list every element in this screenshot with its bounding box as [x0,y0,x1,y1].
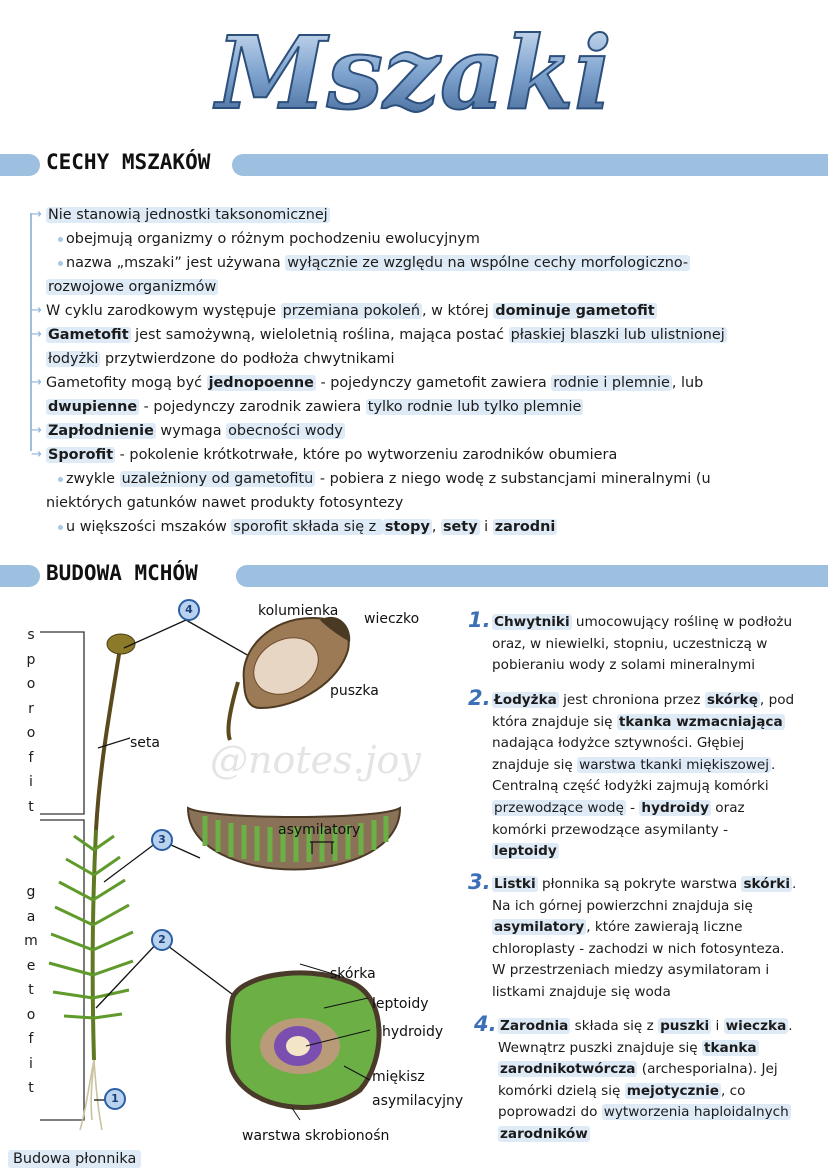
point-text: Chwytniki [494,614,570,630]
point-text: Listki [494,876,536,892]
vertical-letter: g [26,884,36,900]
trait-text: W cyklu zarodkowym występuje [46,303,281,319]
trait-text: płaskiej blaszki lub ulistnionej [510,327,725,343]
point-line [492,655,792,677]
arrow-icon: → [31,303,42,318]
label-asymilacyjny: asymilacyjny [372,1093,464,1109]
bullet-dot [58,237,63,242]
point-text: wieczka [725,1018,787,1034]
trait-text: - pokolenie krótkotrwałe, które po wytworzeniu zarodników obumiera [115,447,618,463]
point-text: Zarodnia [500,1018,569,1034]
moss-diagram [0,590,470,1150]
point-line [492,733,794,755]
point-text: oraz, w niewielki, stopniu, uczestniczą w [492,635,768,652]
arrow-icon: → [31,327,42,342]
point-text: skórkę [706,692,758,708]
point-text: - [625,799,640,816]
point-text: płonnika są pokryte warstwa [537,876,742,892]
section-header-structure [0,563,828,589]
trait-text: przytwierdzone do podłoża chwytnikami [100,351,395,367]
vertical-letter: s [27,627,35,643]
point-text: przewodzące wodę [494,799,624,816]
trait-text: sety [442,519,478,535]
trait-text: Zapłodnienie [48,423,154,439]
point-line [492,612,792,634]
trait-line [46,275,218,299]
trait-text: u większości mszaków [66,519,232,535]
point-paragraph [492,612,792,677]
label-puszka: puszka [330,683,379,699]
point-text: listkami znajduje się woda [492,983,671,1000]
trait-line [58,251,690,275]
point-text: Na ich górnej powierzchni znajduja się [492,897,753,914]
label-kolumienka: kolumienka [258,603,339,619]
label-asymilatory: asymilatory [278,822,361,838]
traits-list [46,203,816,543]
point-text: . [771,756,776,773]
trait-line [58,467,711,491]
point-paragraph [498,1016,793,1146]
gametofit-stem [93,830,96,1060]
point-text: znajduje się [492,756,578,773]
vertical-letter: o [26,676,36,692]
point-line [492,820,794,842]
capsule-small [107,634,135,654]
stem-section [228,964,379,1120]
label-wieczko: wieczko [364,611,420,627]
point-line [492,634,792,656]
vertical-letter: t [28,982,34,998]
section-title-traits: CECHY MSZAKÓW [46,150,211,174]
trait-text: , lub [671,375,704,391]
trait-line [46,299,657,323]
trait-text: wyłącznie ze względu na wspólne cechy morfologiczno- [287,255,689,271]
trait-text: zarodni [494,519,556,535]
trait-text: obecności wody [228,423,343,439]
point-text: zarodników [500,1125,588,1142]
point-text: (archesporialna). Jej [637,1061,778,1078]
trait-line [58,227,480,251]
point-line [492,712,794,734]
trait-line [46,491,403,515]
vertical-letter: i [29,774,33,790]
point-text: składa się z [570,1018,659,1034]
trait-text: nazwa „mszaki” jest używana [66,255,286,271]
point-line [492,841,794,863]
point-text: hydroidy [641,799,709,816]
trait-text: uzależniony od gametofitu [121,471,314,487]
point-text: , które zawierają liczne [586,919,743,936]
trait-text: Sporofit [48,447,114,463]
trait-line [46,203,330,227]
vertical-letter: f [28,1031,34,1047]
arrow-icon: → [31,375,42,390]
leaf-section [188,808,400,870]
trait-text: sporofit składa się z [233,519,381,535]
trait-text: łodyżki [48,351,99,367]
point-text: skórki [743,876,790,892]
point-text: asymilatory [494,919,585,936]
seta-stem [96,648,120,830]
point-number: 3. [468,870,491,894]
point-number: 4. [474,1012,497,1036]
point-paragraph [492,874,796,1004]
trait-text: przemiana pokoleń [282,303,420,319]
trait-text: dominuje gametofit [495,303,655,319]
trait-text: - pojedynczy gametofit zawiera [315,375,552,391]
point-text: leptoidy [494,843,557,860]
label-miekisz: miękisz [372,1069,425,1085]
trait-text: niektórych gatunków nawet produkty fotosyntezy [46,495,404,511]
trait-text: - pojedynczy zarodnik zawiera [139,399,366,415]
label-warstwa-skrobionosna: warstwa skrobionośn [242,1128,390,1144]
trait-text: Gametofit [48,327,129,343]
vertical-letter: f [28,749,34,766]
capsule-large [228,617,350,740]
sporofit-bracket [40,632,84,814]
point-text: mejotycznie [626,1082,719,1099]
point-number: 2. [468,686,491,710]
point-text: chloroplasty - zachodzi w nich fotosynteza. [492,940,785,957]
bullet-dot [58,477,63,482]
point-text: wytworzenia haploidalnych [603,1104,789,1121]
vertical-letter: t [28,798,34,815]
trait-line [46,395,583,419]
point-text: , co [720,1082,746,1099]
point-line [498,1102,793,1124]
point-text: komórki dzielą się [498,1082,625,1099]
trait-text: dwupienne [48,399,138,415]
diagram-caption: Budowa płonnika [8,1150,141,1168]
point-line [492,798,794,820]
marker-4: 4 [178,599,200,621]
trait-text: rodnie i plemnie [553,375,670,391]
vertical-letter: a [26,908,36,925]
vertical-letter: m [24,933,38,949]
arrow-icon: → [31,207,42,222]
section-header-traits [0,152,828,178]
marker-1: 1 [104,1088,126,1110]
point-text: umocowujący roślinę w podłożu [571,614,793,630]
point-line [498,1081,793,1103]
trait-text: Gametofity mogą być [46,375,207,391]
marker-3: 3 [151,829,173,851]
trait-text: , [431,519,441,535]
point-text: . [791,876,797,892]
vertical-letter: i [29,1055,33,1072]
point-text: Centralną część łodyżki zajmują komórki [492,778,769,795]
point-text: oraz [710,799,745,816]
trait-text: rozwojowe organizmów [48,279,217,295]
point-line [498,1124,793,1146]
label-leptoidy: leptoidy [372,996,429,1012]
trait-line [46,323,727,347]
point-line [498,1016,793,1038]
arrow-icon: → [31,447,42,462]
trait-text: zwykle [66,471,120,487]
point-text: tkanka wzmacniająca [618,713,783,730]
trait-text: tylko rodnie lub tylko plemnie [367,399,582,415]
watermark: @notes.joy [210,738,421,782]
bullet-dot [58,525,63,530]
point-text: która znajduje się [492,713,617,730]
vertical-letter: p [26,651,36,668]
trait-text: - pobiera z niego wodę z substancjami mineralnymi (u [315,471,711,487]
vertical-letter: o [26,1006,36,1023]
page-title: Mszaki [216,14,612,132]
point-text: warstwa tkanki miękiszowej [579,756,770,773]
point-line [498,1059,793,1081]
trait-line [46,347,395,371]
point-text: poprowadzi do [498,1104,602,1121]
point-text: pobieraniu wody z solami mineralnymi [492,657,756,674]
bullet-dot [58,261,63,266]
point-line [492,896,796,918]
point-text: i [711,1018,724,1034]
trait-text: jednopoenne [208,375,314,391]
point-text: W przestrzeniach miedzy asymilatoram i [492,962,770,979]
point-text: tkanka [704,1039,757,1056]
point-line [492,982,796,1004]
point-text: jest chroniona przez [558,692,705,708]
vertical-letter: t [28,1080,34,1096]
marker-2: 2 [151,929,173,951]
trait-text: jest samożywną, wieloletnią roślina, mająca postać [130,327,509,343]
trait-text: i [479,519,493,535]
point-line [492,690,794,712]
point-line [498,1038,793,1060]
trait-text: wymaga [155,423,227,439]
trait-text: stopy [384,519,430,535]
point-line [492,960,796,982]
trait-text: , w której [421,303,494,319]
arrow-icon: → [31,423,42,438]
point-text: puszki [660,1018,710,1034]
vertical-letter: e [26,957,36,974]
point-text: Wewnątrz puszki znajduje się [498,1039,702,1056]
rhizoids [80,1060,102,1130]
page-title-graphic [0,0,828,145]
point-line [492,939,796,961]
section-title-structure: BUDOWA MCHÓW [46,561,198,585]
point-text: komórki przewodzące asymilanty - [492,821,729,838]
trait-text: Nie stanowią jednostki taksonomicznej [48,207,328,223]
points-list [466,608,822,1152]
vertical-letter: o [26,725,36,741]
trait-line [46,371,703,395]
point-paragraph [492,690,794,863]
trait-line [46,419,345,443]
trait-line [58,515,557,539]
point-text: nadająca łodyżce sztywności. Głębiej [492,735,745,752]
label-hydroidy: hydroidy [382,1024,444,1040]
point-text: , pod [759,692,795,708]
point-line [492,755,794,777]
point-number: 1. [468,608,491,632]
label-skorka: skórka [330,966,376,982]
point-text: Łodyżka [494,692,557,708]
point-text: zarodnikotwórcza [500,1061,636,1078]
vertical-letter: r [28,700,34,717]
trait-text: obejmują organizmy o różnym pochodzeniu ewolucyjnym [66,231,480,247]
point-line [492,917,796,939]
point-text: . [788,1018,793,1034]
label-seta: seta [130,735,160,751]
point-line [492,874,796,896]
trait-line [46,443,617,467]
point-line [492,776,794,798]
